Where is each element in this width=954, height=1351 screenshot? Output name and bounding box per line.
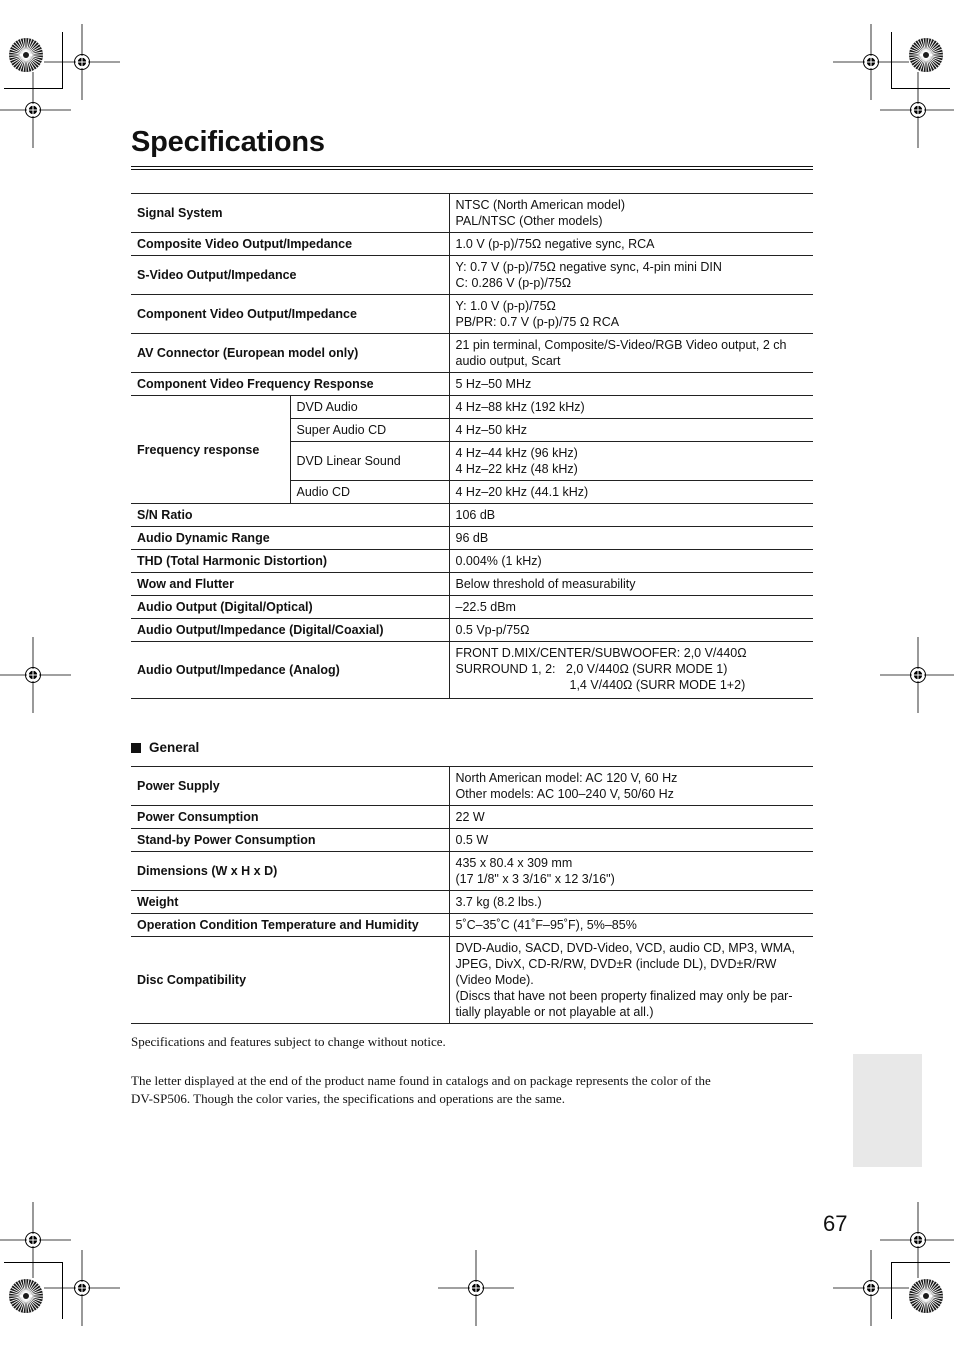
spec-value <box>449 852 813 891</box>
spec-value <box>449 937 813 1024</box>
spec-row <box>131 829 813 852</box>
spec-label: Power Consumption <box>131 806 449 829</box>
spec-label: AV Connector (European model only) <box>131 334 449 373</box>
value-line: Other models: AC 100–240 V, 50/60 Hz <box>455 787 674 801</box>
spec-label: Component Video Frequency Response <box>131 373 449 396</box>
value-line: 0.5 W <box>455 833 489 847</box>
value-line: 0.5 Vp-p/75Ω <box>455 623 530 637</box>
value-line: 96 dB <box>455 531 489 545</box>
spec-label: Dimensions (W x H x D) <box>131 852 449 891</box>
spec-row <box>131 295 813 334</box>
spec-label: Component Video Output/Impedance <box>131 295 449 334</box>
value-line: C: 0.286 V (p-p)/75Ω <box>455 276 572 290</box>
spec-value <box>449 481 813 504</box>
value-line: 106 dB <box>455 508 496 522</box>
spec-label: Weight <box>131 891 449 914</box>
spec-row <box>131 194 813 233</box>
trim-line <box>62 1262 63 1319</box>
spec-row <box>131 596 813 619</box>
spec-label: S-Video Output/Impedance <box>131 256 449 295</box>
spec-value <box>449 619 813 642</box>
spec-value <box>449 806 813 829</box>
general-table <box>131 766 813 1024</box>
value-line: audio output, Scart <box>455 354 561 368</box>
spec-label: Stand-by Power Consumption <box>131 829 449 852</box>
frequency-sub-label: DVD Audio <box>290 396 449 419</box>
page-number: 67 <box>823 1211 848 1236</box>
spec-value <box>449 914 813 937</box>
value-line: NTSC (North American model) <box>455 198 625 212</box>
value-line: Y: 1.0 V (p-p)/75Ω <box>455 299 556 313</box>
spec-value <box>449 194 813 233</box>
spec-row <box>131 937 813 1024</box>
spec-label: Wow and Flutter <box>131 573 449 596</box>
analog-line-2: SURROUND 1, 2: 2,0 V/440Ω (SURR MODE 1) <box>455 662 728 676</box>
value-line: 4 Hz–20 kHz (44.1 kHz) <box>455 485 589 499</box>
square-bullet-icon <box>131 743 141 753</box>
spec-label: S/N Ratio <box>131 504 449 527</box>
trim-line <box>4 88 62 89</box>
value-line: 5 Hz–50 MHz <box>455 377 532 391</box>
spec-label: Disc Compatibility <box>131 937 449 1024</box>
spec-value <box>449 419 813 442</box>
frequency-response-label: Frequency response <box>131 396 290 504</box>
spec-row <box>131 767 813 806</box>
value-line: tially playable or not playable at all.) <box>455 1005 654 1019</box>
spec-value <box>449 256 813 295</box>
frequency-sub-label: Audio CD <box>290 481 449 504</box>
spec-row <box>131 550 813 573</box>
spec-value <box>449 642 813 699</box>
spec-label: Audio Output/Impedance (Analog) <box>131 642 449 699</box>
spec-row <box>131 334 813 373</box>
specs-table <box>131 193 813 699</box>
general-table-body <box>131 767 813 1024</box>
trim-line <box>892 1262 950 1263</box>
spec-row <box>131 504 813 527</box>
spec-row <box>131 914 813 937</box>
side-tab <box>853 1054 922 1167</box>
color-notice-line-1: The letter displayed at the end of the product name found in catalogs and on package represents the color of the <box>131 1073 711 1088</box>
spec-label: THD (Total Harmonic Distortion) <box>131 550 449 573</box>
frequency-sub-label: Super Audio CD <box>290 419 449 442</box>
trim-line <box>4 1262 62 1263</box>
value-line: 4 Hz–88 kHz (192 kHz) <box>455 400 585 414</box>
spec-value <box>449 767 813 806</box>
spec-value <box>449 373 813 396</box>
value-line: PB/PR: 0.7 V (p-p)/75 Ω RCA <box>455 315 620 329</box>
trim-line <box>891 32 892 89</box>
value-line: 4 Hz–44 kHz (96 kHz) <box>455 446 578 460</box>
trim-line <box>892 88 950 89</box>
analog-line-1: FRONT D.MIX/CENTER/SUBWOOFER: 2,0 V/440Ω <box>455 646 747 660</box>
value-line: 3.7 kg (8.2 lbs.) <box>455 895 542 909</box>
color-notice <box>131 1072 813 1108</box>
spec-value <box>449 527 813 550</box>
spec-value <box>449 550 813 573</box>
crosshair-mark-icon <box>878 70 954 150</box>
value-line: Below threshold of measurability <box>455 577 636 591</box>
spec-label: Audio Output (Digital/Optical) <box>131 596 449 619</box>
value-line: (Discs that have not been property finalized may only be par- <box>455 989 793 1003</box>
spec-label: Audio Output/Impedance (Digital/Coaxial) <box>131 619 449 642</box>
spec-value <box>449 295 813 334</box>
starburst-mark-icon <box>6 1276 46 1316</box>
crosshair-mark-icon <box>42 1248 122 1328</box>
spec-label: Composite Video Output/Impedance <box>131 233 449 256</box>
crosshair-mark-icon <box>878 635 954 715</box>
spec-value <box>449 396 813 419</box>
spec-label: Power Supply <box>131 767 449 806</box>
value-line: North American model: AC 120 V, 60 Hz <box>455 771 678 785</box>
spec-row <box>131 619 813 642</box>
value-line: 4 Hz–50 kHz <box>455 423 528 437</box>
value-line: –22.5 dBm <box>455 600 516 614</box>
title-rule <box>131 166 813 170</box>
crosshair-mark-icon <box>436 1248 516 1328</box>
spec-row <box>131 642 813 699</box>
spec-row <box>131 573 813 596</box>
spec-value <box>449 573 813 596</box>
spec-value <box>449 504 813 527</box>
starburst-mark-icon <box>906 1276 946 1316</box>
value-line: PAL/NTSC (Other models) <box>455 214 603 228</box>
value-line: 0.004% (1 kHz) <box>455 554 542 568</box>
value-line: 5˚C–35˚C (41˚F–95˚F), 5%–85% <box>455 918 637 932</box>
spec-label: Signal System <box>131 194 449 233</box>
spec-value <box>449 442 813 481</box>
spec-value <box>449 596 813 619</box>
analog-line-3: 1,4 V/440Ω (SURR MODE 1+2) <box>569 678 746 692</box>
change-notice: Specifications and features subject to change without notice. <box>131 1034 446 1049</box>
spec-row <box>131 396 813 419</box>
spec-row <box>131 256 813 295</box>
spec-row <box>131 891 813 914</box>
trim-line <box>62 32 63 89</box>
value-line: (17 1/8" x 3 3/16" x 12 3/16") <box>455 872 615 886</box>
crosshair-mark-icon <box>831 1248 911 1328</box>
value-line: 4 Hz–22 kHz (48 kHz) <box>455 462 578 476</box>
spec-row <box>131 806 813 829</box>
trim-line <box>891 1262 892 1319</box>
page-title: Specifications <box>131 126 325 158</box>
crosshair-mark-icon <box>0 635 73 715</box>
value-line: 22 W <box>455 810 485 824</box>
color-notice-line-2: DV-SP506. Though the color varies, the specifications and operations are the same. <box>131 1091 565 1106</box>
general-heading <box>131 740 199 755</box>
spec-label: Operation Condition Temperature and Humidity <box>131 914 449 937</box>
value-line: Y: 0.7 V (p-p)/75Ω negative sync, 4-pin mini DIN <box>455 260 722 274</box>
spec-row <box>131 373 813 396</box>
value-line: (Video Mode). <box>455 973 534 987</box>
value-line: 1.0 V (p-p)/75Ω negative sync, RCA <box>455 237 655 251</box>
general-heading-label: General <box>149 740 200 755</box>
spec-row <box>131 852 813 891</box>
spec-label: Audio Dynamic Range <box>131 527 449 550</box>
starburst-mark-icon <box>906 35 946 75</box>
value-line: DVD-Audio, SACD, DVD-Video, VCD, audio CD, MP3, WMA, <box>455 941 795 955</box>
specs-table-body <box>131 194 813 699</box>
spec-value <box>449 829 813 852</box>
frequency-sub-label: DVD Linear Sound <box>290 442 449 481</box>
spec-value <box>449 334 813 373</box>
value-line: 435 x 80.4 x 309 mm <box>455 856 573 870</box>
spec-value <box>449 891 813 914</box>
value-line: 21 pin terminal, Composite/S-Video/RGB Video output, 2 ch <box>455 338 787 352</box>
spec-value <box>449 233 813 256</box>
spec-row <box>131 233 813 256</box>
value-line: JPEG, DivX, CD-R/RW, DVD±R (include DL), DVD±R/RW <box>455 957 777 971</box>
spec-row <box>131 527 813 550</box>
starburst-mark-icon <box>6 35 46 75</box>
